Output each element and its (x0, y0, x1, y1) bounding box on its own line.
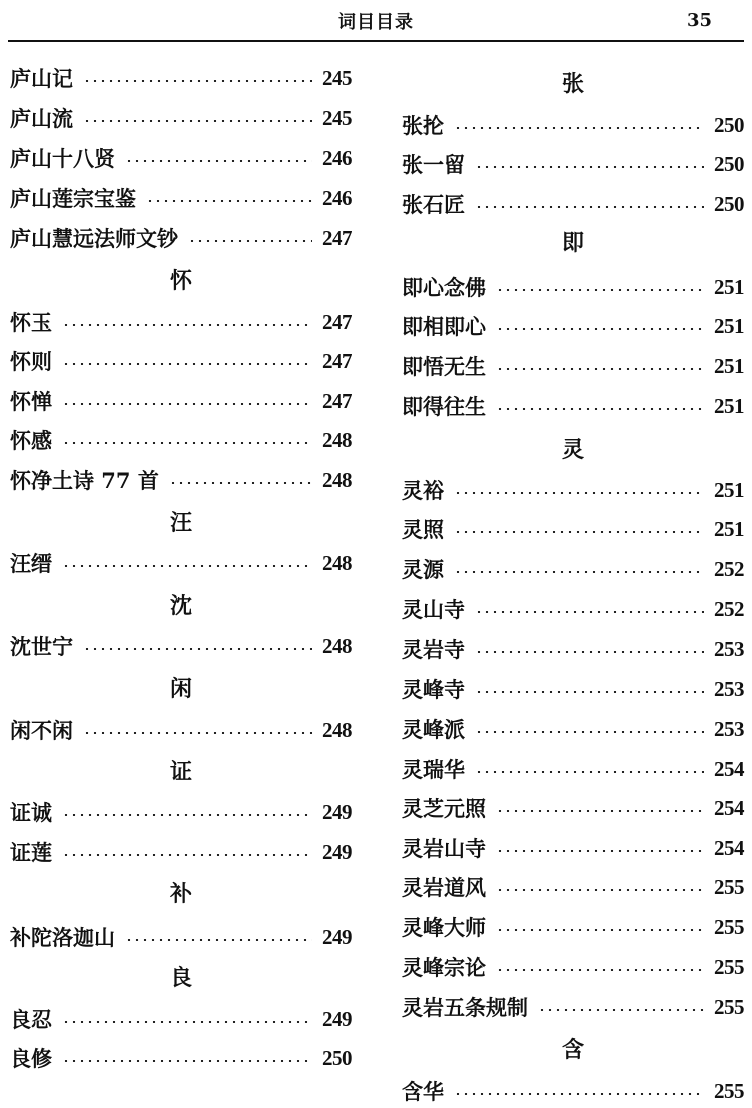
section-heading: 证 (169, 759, 192, 785)
entry-term: 即心念佛 (402, 275, 486, 300)
index-entry (402, 515, 744, 543)
entry-page-number: 251 (714, 313, 744, 338)
entry-page-number: 253 (714, 716, 744, 741)
section-heading: 即 (561, 230, 584, 256)
entry-term: 庐山慧远法师文钞 (10, 226, 178, 251)
index-entry (10, 224, 352, 252)
section-heading: 灵 (561, 437, 584, 463)
index-entry (10, 1005, 352, 1033)
index-entry (10, 838, 352, 866)
entry-page-number: 251 (714, 516, 744, 541)
entry-page-number: 247 (322, 225, 352, 250)
entry-page-number: 246 (322, 185, 352, 210)
entry-term: 张石匠 (402, 192, 465, 217)
section-heading: 闲 (169, 676, 192, 702)
dot-leader (146, 200, 312, 202)
dot-leader (83, 80, 312, 82)
dot-leader (475, 611, 704, 613)
index-entry (10, 923, 352, 951)
entry-page-number: 255 (714, 994, 744, 1019)
entry-term: 庐山十八贤 (10, 146, 115, 171)
entry-page-number: 251 (714, 274, 744, 299)
entry-page-number: 246 (322, 145, 352, 170)
entry-page-number: 249 (322, 799, 352, 824)
index-entry (10, 64, 352, 92)
section-heading: 良 (169, 965, 192, 991)
page-header (0, 0, 752, 42)
index-entry (402, 675, 744, 703)
index-entry (402, 476, 744, 504)
index-entry (10, 466, 352, 494)
dot-leader (62, 854, 312, 856)
index-entry (10, 308, 352, 336)
entry-term: 灵峰大师 (402, 915, 486, 940)
entry-term: 证诚 (10, 800, 52, 825)
dot-leader (496, 889, 704, 891)
entry-term: 汪缙 (10, 551, 52, 576)
dot-leader (454, 492, 704, 494)
dot-leader (83, 732, 312, 734)
dot-leader (475, 166, 704, 168)
section-heading: 张 (561, 71, 584, 97)
dot-leader (62, 363, 312, 365)
entry-page-number: 255 (714, 914, 744, 939)
entry-term: 庐山流 (10, 106, 73, 131)
entry-page-number: 248 (322, 427, 352, 452)
entry-page-number: 254 (714, 795, 744, 820)
index-entry (10, 104, 352, 132)
index-entry (402, 635, 744, 663)
entry-term: 灵芝元照 (402, 796, 486, 821)
entry-page-number: 251 (714, 477, 744, 502)
entry-page-number: 249 (322, 1006, 352, 1031)
entry-term: 闲不闲 (10, 718, 73, 743)
dot-leader (83, 120, 312, 122)
dot-leader (83, 648, 312, 650)
entry-term: 张抡 (402, 113, 444, 138)
dot-leader (475, 206, 704, 208)
entry-page-number: 254 (714, 756, 744, 781)
entry-page-number: 248 (322, 467, 352, 492)
index-entry (402, 352, 744, 380)
dot-leader (538, 1009, 704, 1011)
entry-term: 良忍 (10, 1007, 52, 1032)
dot-leader (454, 127, 704, 129)
index-entry (402, 953, 744, 981)
entry-term: 含华 (402, 1079, 444, 1104)
index-entry (402, 755, 744, 783)
dot-leader (475, 731, 704, 733)
dot-leader (62, 324, 312, 326)
section-heading: 含 (561, 1037, 584, 1063)
index-entry (10, 716, 352, 744)
dot-leader (62, 1060, 312, 1062)
entry-page-number: 250 (322, 1045, 352, 1070)
dot-leader (188, 240, 312, 242)
dot-leader (475, 691, 704, 693)
section-heading: 汪 (169, 510, 192, 536)
dot-leader (125, 939, 312, 941)
dot-leader (496, 289, 704, 291)
entry-page-number: 253 (714, 676, 744, 701)
dot-leader (496, 969, 704, 971)
entry-term: 沈世宁 (10, 634, 73, 659)
index-entry (10, 632, 352, 660)
index-entry (10, 347, 352, 375)
entry-page-number: 253 (714, 636, 744, 661)
entry-page-number: 250 (714, 151, 744, 176)
entry-term: 怀惮 (10, 389, 52, 414)
entry-page-number: 255 (714, 874, 744, 899)
dot-leader (62, 1021, 312, 1023)
index-entry (10, 549, 352, 577)
index-entry (10, 184, 352, 212)
entry-term: 怀则 (10, 349, 52, 374)
entry-term: 灵峰寺 (402, 677, 465, 702)
index-entry (402, 150, 744, 178)
entry-page-number: 252 (714, 556, 744, 581)
entry-term: 即得往生 (402, 394, 486, 419)
entry-page-number: 250 (714, 191, 744, 216)
index-entry (402, 715, 744, 743)
entry-term: 庐山记 (10, 66, 73, 91)
dot-leader (62, 442, 312, 444)
dot-leader (475, 651, 704, 653)
index-entry (10, 1044, 352, 1072)
entry-term: 庐山莲宗宝鉴 (10, 186, 136, 211)
entry-term: 灵源 (402, 557, 444, 582)
index-entry (402, 1077, 744, 1105)
entry-term: 灵岩五条规制 (402, 995, 528, 1020)
dot-leader (62, 565, 312, 567)
index-entry (402, 794, 744, 822)
entry-term: 怀净土诗 77 首 (10, 468, 159, 493)
entry-term: 灵岩道风 (402, 875, 486, 900)
entry-term: 证莲 (10, 840, 52, 865)
dot-leader (125, 160, 312, 162)
index-entry (10, 144, 352, 172)
dot-leader (62, 814, 312, 816)
dot-leader (62, 403, 312, 405)
entry-page-number: 250 (714, 112, 744, 137)
index-entry (402, 913, 744, 941)
entry-term: 即悟无生 (402, 354, 486, 379)
entry-page-number: 249 (322, 924, 352, 949)
entry-page-number: 247 (322, 348, 352, 373)
entry-page-number: 251 (714, 393, 744, 418)
index-entry (402, 595, 744, 623)
entry-page-number: 251 (714, 353, 744, 378)
dot-leader (496, 328, 704, 330)
entry-term: 灵山寺 (402, 597, 465, 622)
dot-leader (169, 482, 312, 484)
entry-term: 补陀洛迦山 (10, 925, 115, 950)
entry-term: 怀感 (10, 428, 52, 453)
entry-term: 灵照 (402, 517, 444, 542)
entry-page-number: 245 (322, 65, 352, 90)
index-entry (402, 273, 744, 301)
dot-leader (454, 1093, 704, 1095)
dot-leader (496, 929, 704, 931)
index-entry (402, 111, 744, 139)
index-entry (402, 555, 744, 583)
index-entry (402, 190, 744, 218)
header-rule (8, 40, 744, 42)
dot-leader (496, 850, 704, 852)
header-title: 词目目录 (338, 12, 414, 33)
entry-term: 怀玉 (10, 310, 52, 335)
entry-page-number: 255 (714, 954, 744, 979)
entry-term: 灵峰派 (402, 717, 465, 742)
entry-page-number: 248 (322, 633, 352, 658)
entry-term: 灵峰宗论 (402, 955, 486, 980)
entry-page-number: 248 (322, 717, 352, 742)
index-entry (402, 873, 744, 901)
entry-page-number: 252 (714, 596, 744, 621)
entry-term: 灵瑞华 (402, 757, 465, 782)
entry-page-number: 245 (322, 105, 352, 130)
entry-page-number: 249 (322, 839, 352, 864)
entry-page-number: 254 (714, 835, 744, 860)
dot-leader (496, 810, 704, 812)
index-entry (10, 798, 352, 826)
dot-leader (496, 368, 704, 370)
entry-page-number: 255 (714, 1078, 744, 1103)
entry-term: 灵岩山寺 (402, 836, 486, 861)
index-entry (402, 392, 744, 420)
index-entry (402, 993, 744, 1021)
entry-page-number: 247 (322, 309, 352, 334)
entry-page-number: 248 (322, 550, 352, 575)
section-heading: 沈 (169, 593, 192, 619)
section-heading: 怀 (169, 268, 192, 294)
dot-leader (475, 771, 704, 773)
index-entry (10, 426, 352, 454)
entry-term: 灵裕 (402, 478, 444, 503)
index-entry (10, 387, 352, 415)
entry-term: 灵岩寺 (402, 637, 465, 662)
page-number: 35 (686, 10, 712, 31)
entry-term: 张一留 (402, 152, 465, 177)
dot-leader (454, 571, 704, 573)
dot-leader (454, 531, 704, 533)
index-entry (402, 834, 744, 862)
dot-leader (496, 408, 704, 410)
index-entry (402, 312, 744, 340)
section-heading: 补 (169, 881, 192, 907)
entry-term: 即相即心 (402, 314, 486, 339)
entry-page-number: 247 (322, 388, 352, 413)
entry-term: 良修 (10, 1046, 52, 1071)
